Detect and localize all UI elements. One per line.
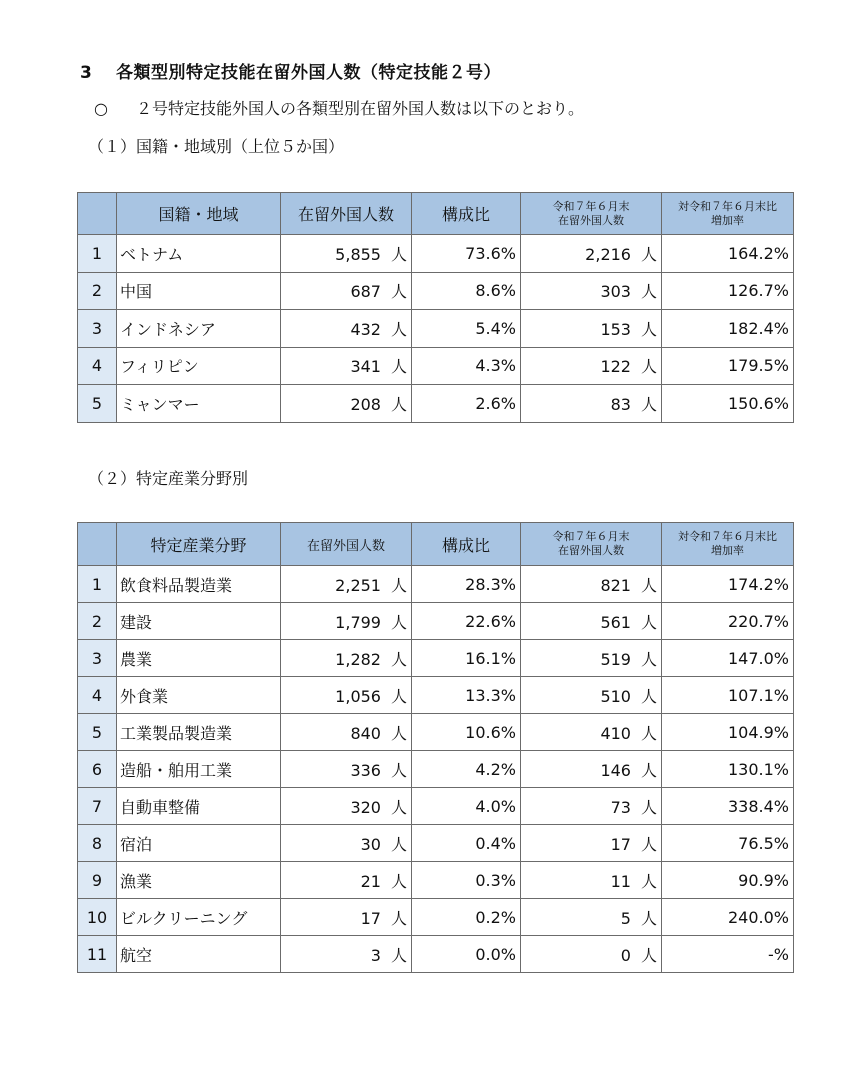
table-row [78,862,794,899]
prev-value: 153 [600,319,631,339]
row-prev-count [521,788,662,825]
row-index: 1 [78,566,117,603]
count-value: 5,855 [335,244,381,264]
header-count: 在留外国人数 [281,523,412,566]
row-prev-count [521,936,662,973]
row-prev-count [521,751,662,788]
header-prev-line1: 令和７年６月末 [552,530,630,543]
count-value: 336 [350,760,381,780]
row-index: 3 [78,640,117,677]
count-unit: 人 [390,612,407,632]
row-count [281,788,412,825]
prev-value: 17 [610,834,631,854]
row-count [281,347,412,385]
prev-value: 0 [620,945,631,965]
prev-value: 2,216 [585,244,631,264]
row-growth-rate: 147.0% [662,640,794,677]
row-index: 9 [78,862,117,899]
table-row [78,899,794,936]
intro-text: ２号特定技能外国人の各類型別在留外国人数は以下のとおり。 [136,99,585,118]
row-count [281,899,412,936]
row-index: 7 [78,788,117,825]
row-index: 4 [78,347,117,385]
row-index: 11 [78,936,117,973]
row-name: 漁業 [117,862,281,899]
count-value: 3 [370,945,381,965]
header-share: 構成比 [412,193,521,235]
count-value: 1,282 [335,649,381,669]
count-value: 1,799 [335,612,381,632]
row-prev-count [521,310,662,348]
count-unit: 人 [390,686,407,706]
table-row [78,347,794,385]
row-share: 73.6% [412,235,521,273]
prev-value: 519 [600,649,631,669]
row-name: 建設 [117,603,281,640]
row-prev-count [521,899,662,936]
row-share: 10.6% [412,714,521,751]
row-index: 5 [78,714,117,751]
table-row [78,235,794,273]
header-rate-line2: 増加率 [711,544,744,557]
row-name: フィリピン [117,347,281,385]
count-unit: 人 [390,760,407,780]
row-growth-rate: 90.9% [662,862,794,899]
prev-unit: 人 [640,945,657,965]
row-prev-count [521,235,662,273]
header-index [78,523,117,566]
row-growth-rate: 220.7% [662,603,794,640]
prev-value: 11 [610,871,631,891]
row-name: 外食業 [117,677,281,714]
table2-caption: （２）特定産業分野別 [88,469,249,488]
header-rate-line2: 増加率 [711,213,744,227]
table-row [78,751,794,788]
count-unit: 人 [390,357,407,377]
header-prev-count [521,193,662,235]
prev-unit: 人 [640,834,657,854]
header-prev-line2: 在留外国人数 [558,213,624,227]
row-name: 農業 [117,640,281,677]
table-row [78,603,794,640]
row-index: 3 [78,310,117,348]
row-growth-rate: 104.9% [662,714,794,751]
row-count [281,751,412,788]
row-name: 造船・舶用工業 [117,751,281,788]
row-prev-count [521,603,662,640]
count-value: 2,251 [335,575,381,595]
row-prev-count [521,640,662,677]
count-value: 687 [350,282,381,302]
prev-value: 5 [620,908,631,928]
row-growth-rate: 76.5% [662,825,794,862]
prev-value: 821 [600,575,631,595]
row-share: 2.6% [412,385,521,423]
row-growth-rate: 174.2% [662,566,794,603]
row-growth-rate: 164.2% [662,235,794,273]
row-growth-rate: 150.6% [662,385,794,423]
row-growth-rate: 107.1% [662,677,794,714]
row-prev-count [521,714,662,751]
prev-unit: 人 [640,357,657,377]
count-unit: 人 [390,908,407,928]
header-count: 在留外国人数 [281,193,412,235]
industry-table [77,522,794,973]
count-unit: 人 [390,834,407,854]
count-unit: 人 [390,575,407,595]
count-value: 17 [360,908,381,928]
row-share: 0.4% [412,825,521,862]
header-prev-line1: 令和７年６月末 [552,199,630,213]
prev-value: 122 [600,357,631,377]
row-count [281,566,412,603]
header-rate-line1: 対令和７年６月末比 [678,199,777,213]
count-value: 840 [350,723,381,743]
count-value: 30 [360,834,381,854]
prev-unit: 人 [640,394,657,414]
row-name: 宿泊 [117,825,281,862]
row-share: 5.4% [412,310,521,348]
prev-value: 410 [600,723,631,743]
row-growth-rate: -% [662,936,794,973]
table-row [78,385,794,423]
row-share: 13.3% [412,677,521,714]
row-prev-count [521,347,662,385]
row-index: 2 [78,272,117,310]
row-share: 28.3% [412,566,521,603]
table-row [78,936,794,973]
row-share: 16.1% [412,640,521,677]
row-share: 8.6% [412,272,521,310]
row-name: 自動車整備 [117,788,281,825]
count-unit: 人 [390,282,407,302]
row-share: 4.0% [412,788,521,825]
row-growth-rate: 126.7% [662,272,794,310]
header-industry: 特定産業分野 [117,523,281,566]
row-count [281,936,412,973]
row-share: 0.0% [412,936,521,973]
prev-value: 561 [600,612,631,632]
count-value: 341 [350,357,381,377]
row-index: 8 [78,825,117,862]
row-name: ビルクリーニング [117,899,281,936]
prev-value: 510 [600,686,631,706]
count-unit: 人 [390,945,407,965]
prev-unit: 人 [640,319,657,339]
count-unit: 人 [390,797,407,817]
prev-value: 303 [600,282,631,302]
header-nationality: 国籍・地域 [117,193,281,235]
prev-unit: 人 [640,797,657,817]
table-row [78,310,794,348]
count-unit: 人 [390,723,407,743]
row-name: 工業製品製造業 [117,714,281,751]
row-prev-count [521,566,662,603]
header-prev-count [521,523,662,566]
table-row [78,788,794,825]
prev-value: 146 [600,760,631,780]
row-prev-count [521,862,662,899]
table-header-row [78,193,794,235]
row-index: 10 [78,899,117,936]
table-row [78,566,794,603]
count-value: 1,056 [335,686,381,706]
prev-unit: 人 [640,686,657,706]
count-value: 320 [350,797,381,817]
row-name: ベトナム [117,235,281,273]
row-prev-count [521,825,662,862]
row-growth-rate: 182.4% [662,310,794,348]
section-title: 各類型別特定技能在留外国人数（特定技能２号） [116,63,501,83]
row-growth-rate: 179.5% [662,347,794,385]
row-index: 6 [78,751,117,788]
section-number: 3 [80,63,93,83]
prev-unit: 人 [640,723,657,743]
header-rate-line1: 対令和７年６月末比 [678,530,777,543]
circle-bullet-icon: ○ [94,99,108,118]
table-row [78,677,794,714]
row-growth-rate: 338.4% [662,788,794,825]
row-count [281,310,412,348]
header-growth-rate [662,523,794,566]
header-growth-rate [662,193,794,235]
prev-unit: 人 [640,612,657,632]
prev-unit: 人 [640,649,657,669]
row-count [281,235,412,273]
count-unit: 人 [390,244,407,264]
row-prev-count [521,677,662,714]
prev-unit: 人 [640,575,657,595]
nationality-table [77,192,794,423]
row-growth-rate: 130.1% [662,751,794,788]
row-count [281,862,412,899]
count-unit: 人 [390,319,407,339]
count-value: 208 [350,394,381,414]
row-share: 0.2% [412,899,521,936]
row-count [281,640,412,677]
table2-body [78,566,794,973]
row-growth-rate: 240.0% [662,899,794,936]
count-value: 21 [360,871,381,891]
row-count [281,677,412,714]
prev-value: 83 [610,394,631,414]
prev-unit: 人 [640,282,657,302]
row-count [281,825,412,862]
row-count [281,272,412,310]
row-count [281,385,412,423]
row-name: 中国 [117,272,281,310]
row-index: 5 [78,385,117,423]
row-name: ミャンマー [117,385,281,423]
table-row [78,640,794,677]
table-row [78,825,794,862]
prev-unit: 人 [640,871,657,891]
row-index: 2 [78,603,117,640]
count-unit: 人 [390,871,407,891]
table-header-row [78,523,794,566]
row-prev-count [521,272,662,310]
table-row [78,714,794,751]
row-index: 1 [78,235,117,273]
table1-body [78,235,794,423]
row-prev-count [521,385,662,423]
row-count [281,603,412,640]
table-row [78,272,794,310]
row-index: 4 [78,677,117,714]
row-name: 飲食料品製造業 [117,566,281,603]
prev-unit: 人 [640,244,657,264]
row-count [281,714,412,751]
row-share: 4.2% [412,751,521,788]
prev-unit: 人 [640,760,657,780]
intro-line [94,96,584,119]
count-unit: 人 [390,394,407,414]
row-share: 4.3% [412,347,521,385]
header-prev-line2: 在留外国人数 [558,544,624,557]
row-name: インドネシア [117,310,281,348]
table1-caption: （１）国籍・地域別（上位５か国） [88,137,345,156]
row-share: 0.3% [412,862,521,899]
header-index [78,193,117,235]
section-heading [80,58,501,83]
header-share: 構成比 [412,523,521,566]
row-share: 22.6% [412,603,521,640]
prev-value: 73 [610,797,631,817]
prev-unit: 人 [640,908,657,928]
count-value: 432 [350,319,381,339]
count-unit: 人 [390,649,407,669]
row-name: 航空 [117,936,281,973]
